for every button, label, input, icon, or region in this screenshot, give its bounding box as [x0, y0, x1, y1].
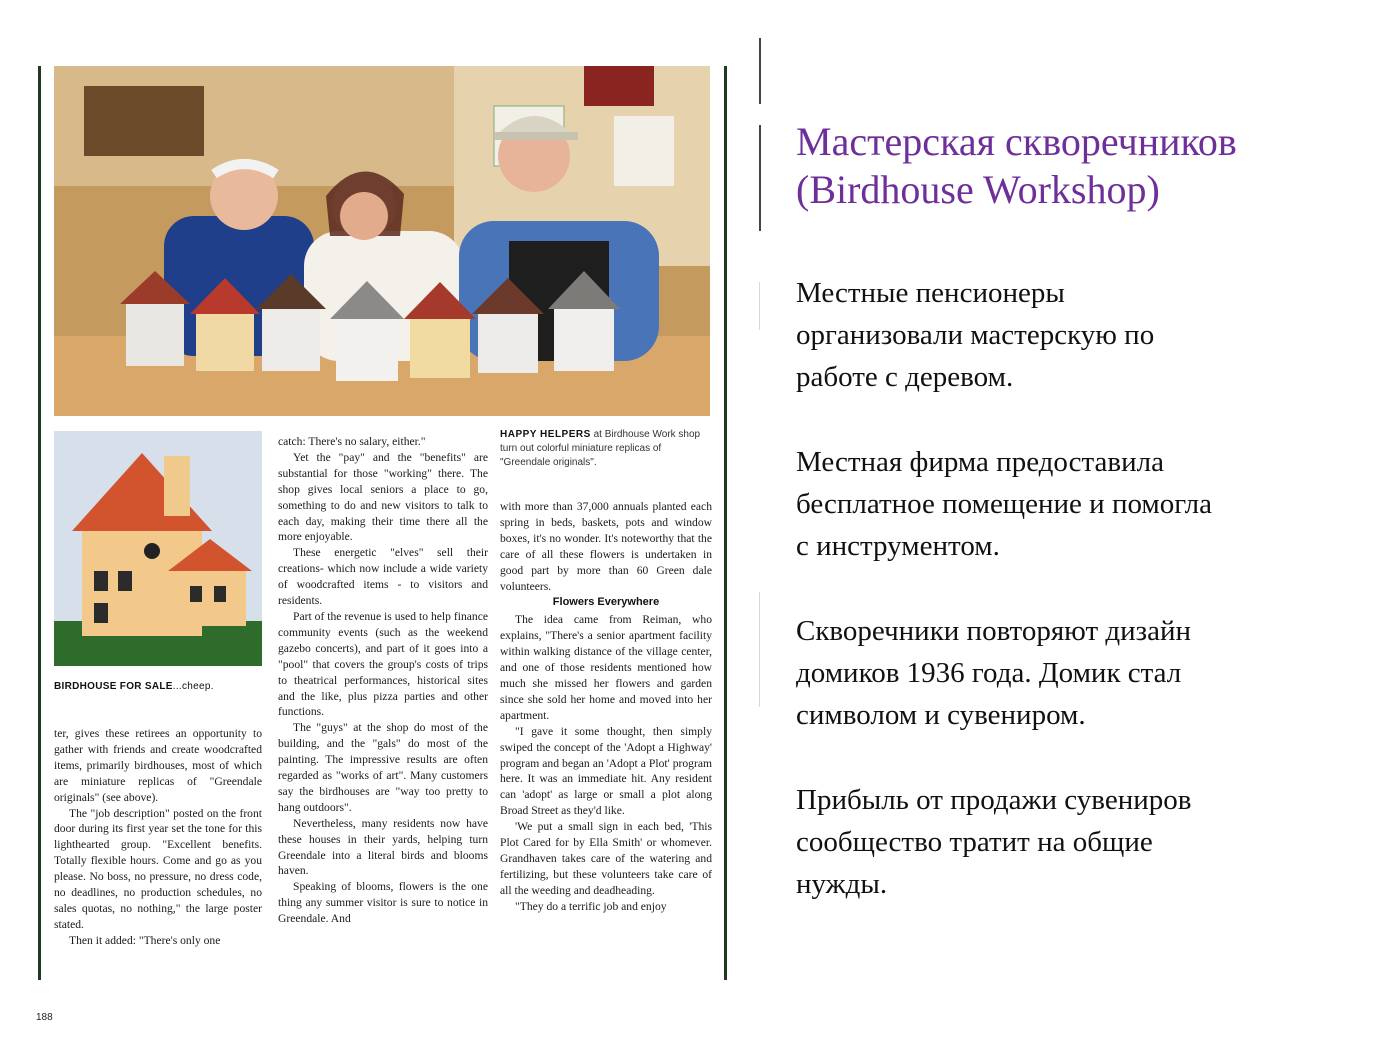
paragraph: Then it added: "There's only one [69, 933, 221, 947]
paragraph: "I gave it some thought, then simply swiped the concept of the 'Adopt a Highway' program and began an 'Adopt a Plot' program here. It was an immediate hit. Any resident can 'adopt' as large or small a plot along Broad Street as they'd like. [500, 724, 712, 818]
bullet-line: Местные пенсионеры [796, 277, 1065, 309]
article-column-3 [500, 499, 712, 915]
photo-birdhouse-icon [54, 431, 262, 666]
scan-border-right [724, 66, 727, 980]
bullet-profit [796, 779, 1376, 905]
paragraph: The idea came from Reiman, who explains, "There's a senior apartment facility within walking distance of the village center, and one of those residents mentioned how much she missed her flowers and garden since she sold her home and moved into her apartment. [500, 613, 712, 722]
paragraph: The "guys" at the shop do most of the building, and the "gals" do most of the painting. The impressive results are often regarded as "works of art". Many customers say the birdhouses are "way too pretty to hang outdoors". [278, 721, 488, 814]
paragraph: The "job description" posted on the front door during its first year set the tone for this lighthearted group. "Excellent benefits. Totally flexible hours. Come and go as you please. No boss, no pressure, no dress code, no deadlines, no production schedules, no sales quotas, no nothing," the large poster stated. [54, 806, 262, 931]
paragraph: These energetic "elves" sell their creations- which now include a wide variety of woodcrafted items - to visitors and residents. [278, 546, 488, 608]
bullet-line: Скворечники повторяют дизайн [796, 615, 1192, 647]
paragraph: Speaking of blooms, flowers is the one thing any summer visitor is sure to notice in Greendale. And [278, 880, 488, 926]
paragraph: catch: There's no salary, either." [278, 435, 426, 448]
title-line: (Birdhouse Workshop) [796, 167, 1160, 212]
bullet-line: Местная фирма предоставила [796, 446, 1164, 478]
bullet-line: нужды. [796, 868, 888, 900]
divider-line [759, 125, 761, 231]
happy-helpers-caption [500, 428, 714, 470]
divider-line [759, 38, 761, 104]
scan-border-left [38, 66, 41, 980]
photo-workshop-icon [54, 66, 710, 416]
paragraph: Nevertheless, many residents now have these houses in their yards, helping turn Greendale into a literal birds and blooms haven. [278, 816, 488, 878]
caption-text: ...cheep. [172, 681, 214, 692]
bullet-line: организовали мастерскую по [796, 319, 1155, 351]
paragraph: with more than 37,000 annuals planted each spring in beds, baskets, pots and window boxes, it's no wonder. It's noteworthy that the care of all these flowers is undertaken in good part by more than 60 Green dale volunteers. [500, 500, 712, 593]
bullet-line: работе с деревом. [796, 361, 1014, 393]
bullet-line: сообщество тратит на общие [796, 826, 1153, 858]
title-line: Мастерская скворечников [796, 119, 1237, 164]
workshop-photo [54, 66, 710, 416]
article-column-2 [278, 434, 488, 927]
slide-bullets [796, 272, 1376, 948]
paragraph: Part of the revenue is used to help finance community events (such as the weekend gazebo concerts), and part of it goes into a "pool" that covers the group's costs of trips to theatrical performances, historical sites and the like, plus pizza parties and other functions. [278, 609, 488, 719]
section-heading: Flowers Everywhere [552, 596, 660, 609]
bullet-workshop [796, 272, 1376, 398]
caption-bold: HAPPY HELPERS [500, 429, 591, 440]
paragraph: "They do a terrific job and enjoy [515, 899, 667, 913]
paragraph: Yet the "pay" and the "benefits" are substantial for those "working" there. The shop gives local seniors a place to go, something to do and new visitors to talk to each day, making their time there all the more enjoyable. [278, 450, 488, 544]
article-column-1 [54, 726, 262, 949]
bullet-line: символом и сувениром. [796, 699, 1086, 731]
paragraph: ter, gives these retirees an opportunity to gather with friends and create woodcrafted items, primarily birdhouses, most of which are miniature replicas of "Greendale originals" (see above). [54, 727, 262, 804]
bullet-line: с инструментом. [796, 530, 1000, 562]
bullet-line: бесплатное помещение и помогла [796, 488, 1213, 520]
caption-text: at Birdhouse Work shop turn out colorful miniature replicas of "Greendale originals". [500, 429, 701, 468]
bullet-line: домиков 1936 года. Домик стал [796, 657, 1182, 689]
bullet-premises [796, 441, 1376, 567]
bullet-line: Прибыль от продажи сувениров [796, 784, 1192, 816]
divider-line [759, 282, 760, 330]
birdhouse-caption [54, 681, 264, 692]
paragraph: 'We put a small sign in each bed, 'This Plot Cared for by Ella Smith' or whomever. Grandhaven takes care of the watering and fertilizing, but these volunteers take care of all the weeding and deadheading. [500, 820, 712, 897]
divider-line [759, 592, 760, 707]
caption-bold: BIRDHOUSE FOR SALE [54, 681, 173, 692]
bullet-design [796, 610, 1376, 736]
page-number: 188 [36, 1012, 53, 1023]
birdhouse-photo [54, 431, 262, 666]
slide-title [796, 118, 1376, 214]
